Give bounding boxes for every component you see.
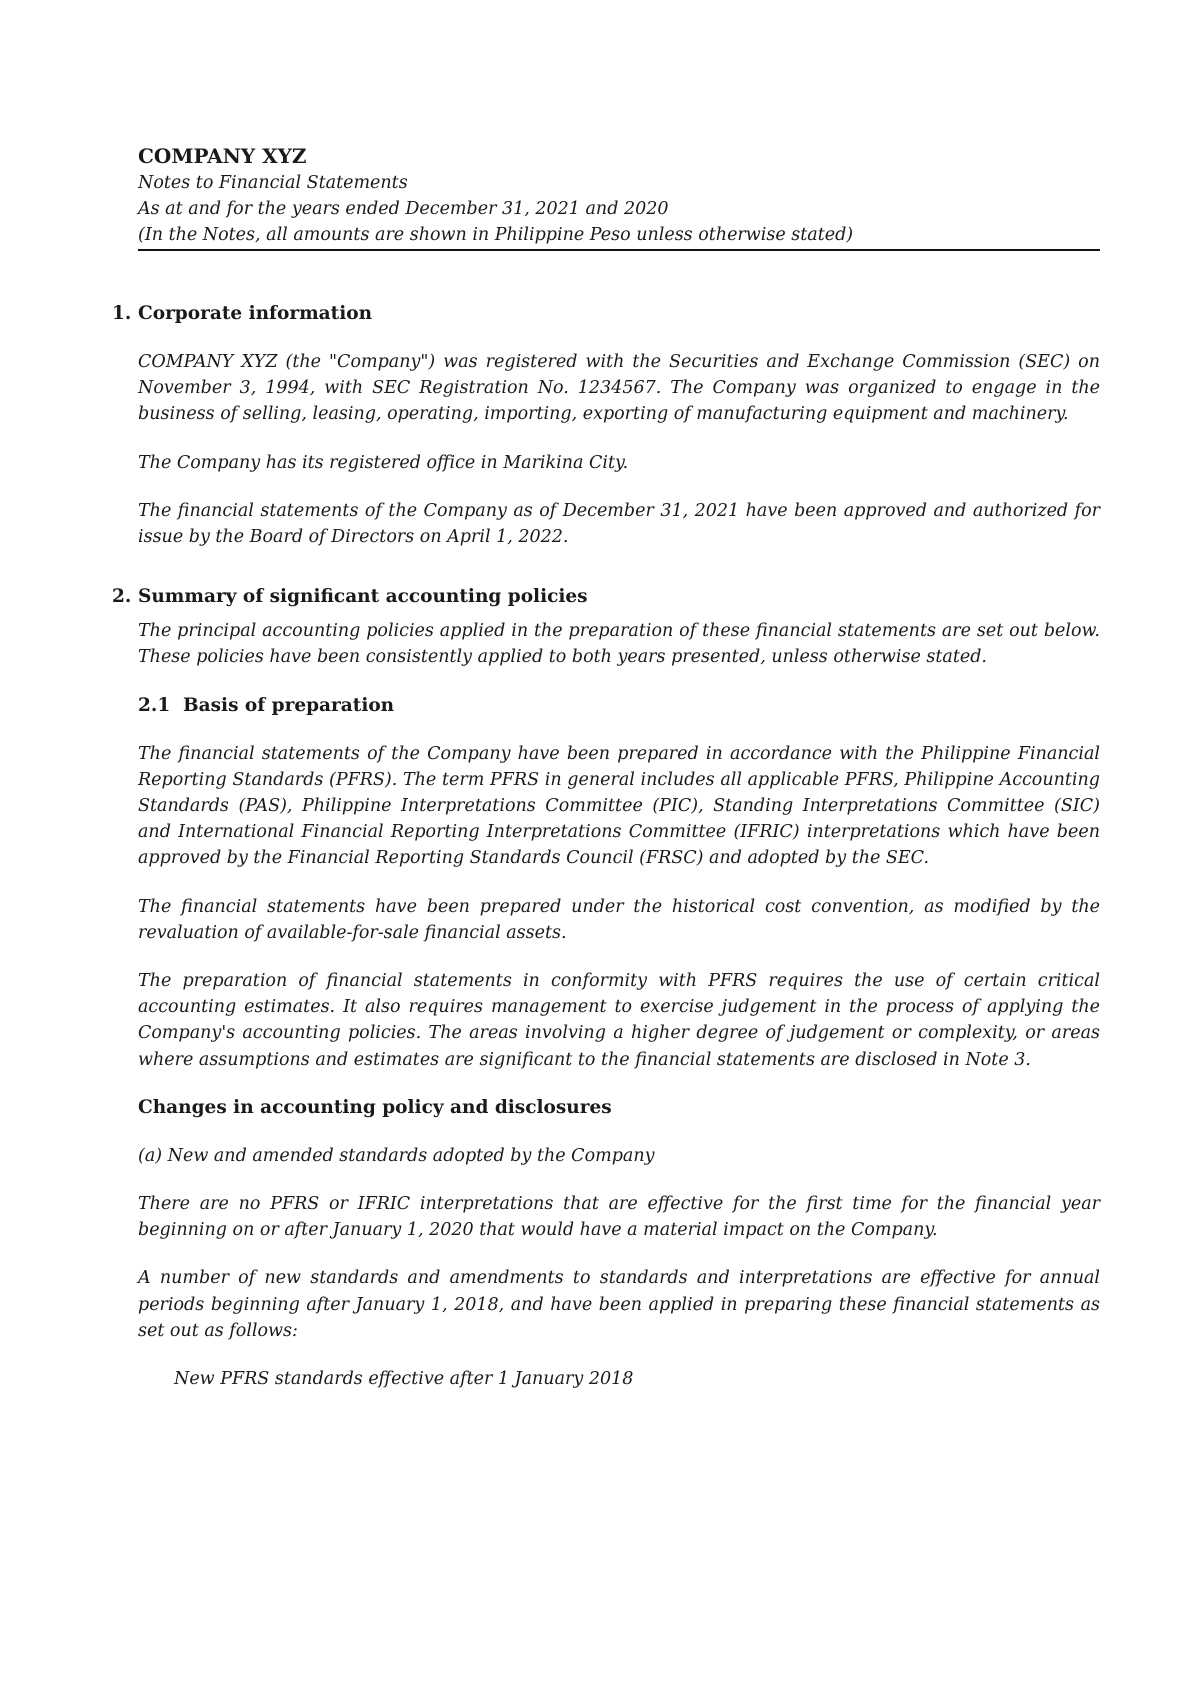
note-2-heading (112, 584, 1100, 610)
note-2-intro: The principal accounting policies applied in the preparation of these financial statements are set out below. These policies have been consistently applied to both years presented, unless otherwise stated. (138, 621, 1100, 668)
note-2-number: 2. (112, 586, 132, 608)
note-1-paragraph-2: The Company has its registered office in Marikina City. (138, 452, 629, 473)
document-header (138, 142, 1100, 251)
note-1-number: 1. (112, 303, 132, 324)
section-2-1-number: 2.1 (138, 694, 171, 716)
new-pfrs-standards-caption: New PFRS standards effective after 1 January 2018 (174, 1369, 634, 1390)
changes-heading: Changes in accounting policy and disclosures (138, 1096, 612, 1118)
changes-subsection-a-title: (a) New and amended standards adopted by the Company (138, 1145, 655, 1166)
changes-paragraph-2: A number of new standards and amendments to standards and interpretations are effective for annual periods beginning after January 1, 2018, and have been applied in preparing these financial statements as set out as follows: (138, 1268, 1100, 1341)
basis-paragraph-1: The financial statements of the Company have been prepared in accordance with the Philippine Financial Reporting Standards (PFRS). The term PFRS in general includes all applicable PFRS, Philippine Accounting Standards (PAS), Philippine Interpretations Committee (PIC), Standing Interpretations Committee (SIC) and International Financial Reporting Interpretations Committee (IFRIC) interpretations which have been approved by the Financial Reporting Standards Council (FRSC) and adopted by the SEC. (138, 743, 1100, 869)
changes-paragraph-1: There are no PFRS or IFRIC interpretations that are effective for the first time for the financial year beginning on or after January 1, 2020 that would have a material impact on the Company. (138, 1194, 1100, 1241)
note-1-heading (112, 301, 1100, 327)
section-2-1-heading (138, 693, 1100, 719)
note-2-title: Summary of significant accounting policies (138, 586, 588, 608)
note-1-title: Corporate information (138, 303, 373, 324)
section-2-1-title: Basis of preparation (183, 694, 395, 716)
company-name: COMPANY XYZ (138, 144, 307, 168)
note-1-paragraph-3: The financial statements of the Company as of December 31, 2021 have been approved and authorized for issue by the Board of Directors on April 1, 2022. (138, 500, 1100, 548)
note-1-paragraph-1: COMPANY XYZ (the "Company") was registered with the Securities and Exchange Commission (SEC) on November 3, 1994, with SEC Registration No. 1234567. The Company was organized to engage in the business of selling, leasing, operating, importing, exporting of manufacturing equipment and machinery. (138, 352, 1100, 425)
header-currency-note: (In the Notes, all amounts are shown in Philippine Peso unless otherwise stated) (138, 222, 1100, 251)
basis-paragraph-2: The financial statements have been prepared under the historical cost convention, as modified by the revaluation of available-for-sale financial assets. (138, 896, 1100, 943)
document-page (112, 142, 1100, 1392)
header-period: As at and for the years ended December 31, 2021 and 2020 (138, 199, 669, 219)
header-subtitle: Notes to Financial Statements (138, 173, 408, 193)
basis-paragraph-3: The preparation of financial statements in conformity with PFRS requires the use of certain critical accounting estimates. It also requires management to exercise judgement in the process of applying the Company's accounting policies. The areas involving a higher degree of judgement or complexity, or areas where assumptions and estimates are significant to the financial statements are disclosed in Note 3. (138, 971, 1100, 1070)
